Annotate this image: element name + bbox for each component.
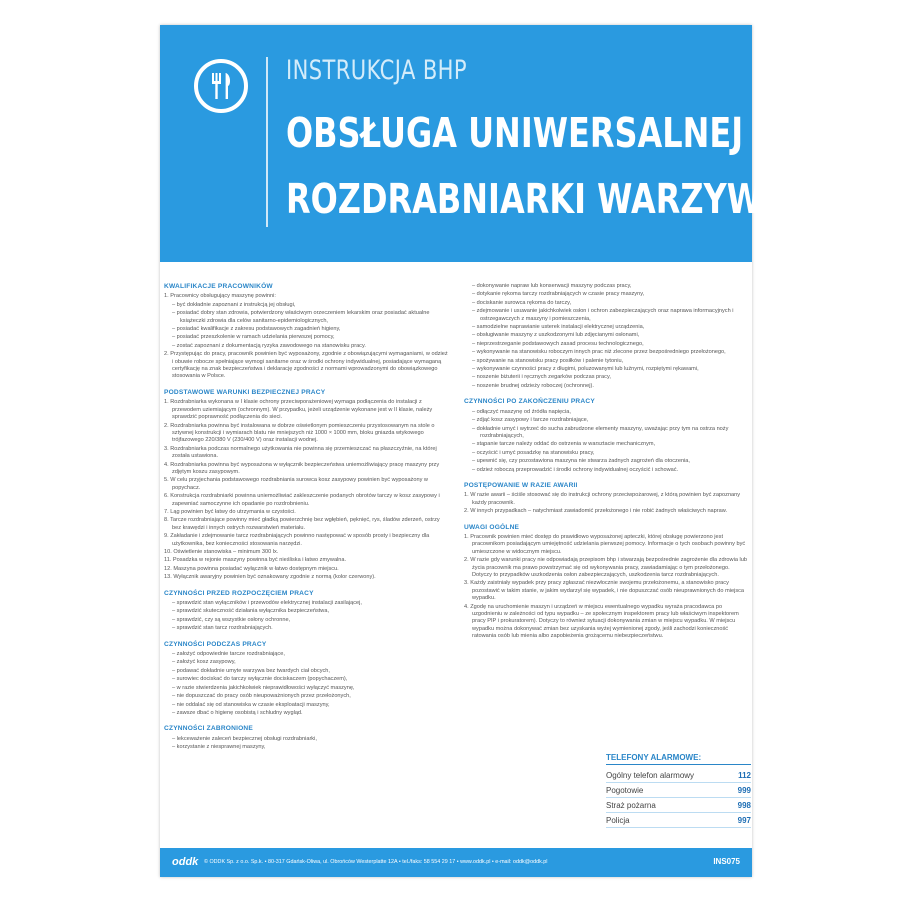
phone-row: [606, 813, 751, 828]
right-column: [464, 283, 749, 642]
bullet-item: – obsługiwanie maszyny z uszkodzonymi lub zdjęcianymi osłonami,: [472, 332, 640, 339]
section-heading: UWAGI OGÓLNE: [464, 523, 520, 531]
header-banner: [160, 25, 762, 262]
numbered-item: 10. Oświetlenie stanowiska – minimum 300 lx.: [164, 549, 279, 555]
bullet-item: – być dokładnie zapoznani z instrukcją jej obsługi,: [172, 301, 296, 308]
bullet-item: – zdjąć kosz zasypowy i tarcze rozdrabniające,: [472, 417, 589, 424]
numbered-item: 1. Rozdrabniarka wykonana w I klasie ochrony przeciwporażeniowej wymaga podłączenia do instalacji z przewodem uziemiającym (ochronnym). W przypadku, jeżeli urządzenie wykonane jest w II klasie, należy sprawdzić poprawność podłączenia do sieci.: [164, 399, 433, 421]
numbered-item: 12. Maszyna powinna posiadać wyłącznik w łatwo dostępnym miejscu.: [164, 565, 339, 572]
header-divider: [266, 57, 268, 227]
bullet-item: – zdejmowanie i usuwanie jakichkolwiek osłon i ochron zabezpieczających oraz naprawa informacyjnych i ostrzegawczych z maszyny i pomieszczenia,: [472, 308, 734, 322]
numbered-item: 3. Rozdrabniarka podczas normalnego użytkowania nie powinna się przemieszczać na płaszczyźnie, na której została ustawiona.: [164, 445, 437, 460]
numbered-item: 13. Wyłącznik awaryjny powinien być oznakowany zgodnie z normą (kolor czerwony).: [164, 574, 376, 581]
section-heading: CZYNNOŚCI ZABRONIONE: [164, 725, 253, 733]
numbered-item: 2. Przystępując do pracy, pracownik powinien być wyposażony, zgodnie z obowiązującymi wymaganiami, w odzież i obuwie robocze spełniające wymogi sanitarne oraz w środki ochrony indywidualnej, posiadające wymaganą certyfikację na znak bezpieczeństwa i deklarację zgodności z normami wprowadzonymi do obowiązkowego stosowania w Polsce.: [164, 351, 448, 380]
bullet-item: – posiadać przeszkolenie w ramach udzielania pierwszej pomocy,: [172, 334, 335, 341]
phone-number: 999: [737, 786, 751, 795]
bullet-item: – dokonywanie napraw lub konserwacji maszyny podczas pracy,: [472, 283, 632, 289]
numbered-item: 11. Posadzka w rejonie maszyny powinna być nieśliska i łatwo zmywalna.: [164, 557, 347, 564]
section-heading: CZYNNOŚCI PODCZAS PRACY: [164, 640, 267, 648]
phone-row: [606, 783, 751, 798]
section-heading: PODSTAWOWE WARUNKI BEZPIECZNEJ PRACY: [164, 388, 326, 396]
numbered-item: 1. Pracownik powinien mieć dostęp do prawidłowo wyposażonej apteczki, której obsługę powierzono jest pracownikom posiadającym umiejętność udzielania pierwszej pomocy. Informacje o tych osobach powinny być umieszczone w widocznym miejscu.: [464, 533, 746, 555]
bullet-item: – w razie stwierdzenia jakichkolwiek nieprawidłowości wyłączyć maszynę,: [172, 684, 355, 691]
bullet-item: – sprawdzić stan wyłączników i przewodów elektrycznej instalacji zasilającej,: [172, 600, 362, 607]
numbered-item: 9. Zakładanie i zdejmowanie tarcz rozdrabniających powinno następować w sposób prosty i bezpieczny dla użytkownika, bez konieczności stosowania narzędzi.: [164, 533, 430, 547]
bullet-item: – samodzielne naprawianie usterek instalacji elektrycznej urządzenia,: [472, 324, 645, 331]
numbered-item: 2. Rozdrabniarka powinna być instalowana w dobrze oświetlonym pomieszczeniu przystosowanym na stole o sztywnej konstrukcji i wymiarach blatu nie mniejszych niż 1000 × 1000 mm, bloku gniazda wtykowego trójfazowego 220/380 V (230/400 V) oraz instalacji wodnej.: [164, 422, 435, 444]
bullet-item: – nieprzestrzeganie podstawowych zasad procesu technologicznego,: [472, 340, 644, 347]
numbered-item: 2. W innych przypadkach – natychmiast zawiadomić przełożonego i nie robić żadnych właściwych napraw.: [464, 508, 728, 515]
bullet-item: – odłączyć maszynę od źródła napięcia,: [472, 408, 571, 415]
bullet-item: – zostać zapoznani z dokumentacją ryzyka zawodowego na stanowisku pracy.: [172, 342, 366, 349]
left-column: [164, 283, 449, 753]
numbered-item: 4. Zgodę na uruchomienie maszyn i urządzeń w miejscu ewentualnego wypadku wyraża pracodawca po uzgodnieniu w zależności od typu wypadku – ze społecznym inspektorem pracy lub właściwym inspektorem pracy PIP i prokuratorem). Dotyczy to również sytuacji dokonywania zmian w miejscu wypadku. W miejscu wypadku można dokonywać zmian bez uzyskania wyżej wymienionej zgody, jeśli zachodzi konieczność ratowania osób lub mienia albo zapobieżenia grożącemu niebezpieczeństwu.: [464, 603, 739, 640]
bullet-item: – podawać dokładnie umyte warzywa bez twardych ciał obcych,: [172, 667, 330, 674]
instruction-sheet: [160, 25, 762, 877]
numbered-item: 2. W razie gdy warunki pracy nie odpowiadają przepisom bhp i stwarzają bezpośrednie zagrożenie dla zdrowia lub życia pracownik ma prawo powstrzymać się od wykonywania pracy, zawiadamiając o tym przełożonego. Dotyczy to przypadków uszkodzenia osłon zabezpieczających, uszkodzenia tarcz rozdrabniających.: [464, 557, 747, 578]
section-heading: CZYNNOŚCI PO ZAKOŃCZENIU PRACY: [464, 398, 595, 406]
bullet-item: – wykonywanie czynności pracy z długimi, poluzowanymi lub luźnymi, rozpiętymi rękawami,: [472, 366, 699, 373]
title-line-1: OBSŁUGA UNIWERSALNEJ: [286, 109, 744, 157]
bullet-item: – wykonywanie na stanowisku roboczym innych prac niż zlecone przez bezpośredniego przełożonego,: [472, 349, 726, 356]
bullet-item: – upewnić się, czy pozostawiona maszyna nie stwarza żadnych zagrożeń dla otoczenia,: [472, 458, 690, 465]
bullet-item: – dotykanie rękoma tarczy rozdrabniających w czasie pracy maszyny,: [472, 291, 645, 298]
bullet-item: – posiadać dobry stan zdrowia, potwierdzony właściwym orzeczeniem lekarskim oraz posiadać aktualne książeczki zdrowia dla celów sanitarno-epidemiologicznych,: [172, 310, 430, 324]
bullet-item: – sprawdzić stan tarcz rozdrabniających.: [172, 625, 273, 632]
bullet-item: – noszenie biżuterii i ręcznych zegarków podczas pracy,: [472, 374, 611, 381]
numbered-item: 7. Ląg powinien być łatwy do utrzymania w czystości.: [164, 508, 296, 515]
bullet-item: – założyć odpowiednie tarcze rozdrabniające,: [172, 651, 285, 658]
bullet-item: – oczyścić i umyć posadzkę na stanowisku pracy,: [472, 449, 595, 456]
bullet-item: – założyć kosz zasypowy,: [172, 659, 236, 666]
bullet-item: – nie oddalać się od stanowiska w czasie eksploatacji maszyny,: [172, 701, 330, 708]
phone-label: Straż pożarna: [606, 801, 656, 810]
numbered-item: 3. Każdy zaistniały wypadek przy pracy zgłaszać niezwłocznie swojemu przełożonemu, a stanowisko pracy pozostawić w takim stanie, w jakim wydarzył się wypadek, i nie dopuszczać osób nieuprawnionych do miejsca wypadku.: [464, 580, 745, 602]
bullet-item: – nie dopuszczać do pracy osób nieupoważnionych przez przełożonych,: [172, 693, 351, 700]
section-heading: KWALIFIKACJE PRACOWNIKÓW: [164, 283, 273, 290]
bullet-item: – dokładnie umyć i wytrzeć do sucha zabrudzone elementy maszyny, uważając przy tym na ostrza noży rozdrabniających,: [472, 425, 729, 439]
phone-label: Policja: [606, 816, 630, 825]
bullet-item: – odzież roboczą przeprowadzić i środki ochrony indywidualnej oczyścić i schować.: [472, 466, 679, 473]
phone-number: 112: [738, 771, 751, 780]
bullet-item: – spożywanie na stanowisku pracy posiłków i palenie tytoniu,: [472, 357, 624, 364]
emergency-phones: [606, 753, 751, 828]
section-heading: POSTĘPOWANIE W RAZIE AWARII: [464, 481, 578, 489]
numbered-item: 6. Konstrukcja rozdrabniarki powinna uniemożliwiać zakleszczenie podanych obrotów tarczy w kosz zasypowy i zapewniać samoczynne ich opadanie po rozdrobnieniu.: [164, 493, 440, 507]
phone-number: 998: [737, 801, 751, 810]
phone-label: Pogotowie: [606, 786, 644, 795]
bullet-item: – stąpanie tarcze należy oddać do ostrzenia w warsztacie mechanicznym,: [472, 441, 656, 448]
phone-label: Ogólny telefon alarmowy: [606, 771, 695, 780]
phone-row: [606, 768, 751, 783]
bullet-item: – lekceważenie zaleceń bezpiecznej obsługi rozdrabniarki,: [172, 735, 317, 742]
phone-number: 997: [737, 816, 751, 825]
phone-row: [606, 798, 751, 813]
fork-knife-icon: [194, 59, 248, 113]
section-heading: CZYNNOŚCI PRZED ROZPOCZĘCIEM PRACY: [164, 589, 314, 597]
footer-contact: © ODDK Sp. z o.o. Sp.k. • 80-317 Gdańsk-Oliwa, ul. Obrońców Westerplatte 12A • tel./faks: 58 554 29 17 • www.oddk.pl • e-mail: oddk@oddk.pl: [204, 859, 548, 865]
phones-heading: TELEFONY ALARMOWE:: [606, 753, 751, 765]
footer-logo: oddk: [172, 856, 199, 868]
numbered-item: 4. Rozdrabniarka powinna być wyposażona w wyłącznik bezpieczeństwa uniemożliwiający pracę maszyny przy zdjętym koszu zasypowym.: [164, 461, 440, 475]
document-type: INSTRUKCJA BHP: [286, 55, 467, 86]
bullet-item: – surowiec dociskać do tarczy wyłącznie dociskaczem (popychaczem),: [172, 676, 348, 683]
numbered-item: 1. Pracownicy obsługujący maszynę powinni:: [164, 293, 276, 300]
numbered-item: 5. W celu przyjechania podstawowego rozdrabniania surowca kosz zasypowy powinien być wyposażony w popychacz.: [164, 477, 428, 491]
footer: [160, 848, 752, 877]
bullet-item: – sprawdzić skuteczność działania wyłącznika bezpieczeństwa,: [172, 608, 330, 615]
bullet-item: – sprawdzić, czy są wszystkie osłony ochronne,: [172, 616, 291, 623]
numbered-item: 8. Tarcze rozdrabniające powinny mieć gładką powierzchnię bez wgłębień, pęknięć, rys, śladów zderzeń, ostrzy bez krawędzi i innych ostrych rozwarstwień materiału.: [164, 517, 440, 531]
numbered-item: 1. W razie awarii – ściśle stosować się do instrukcji ochrony przeciwpożarowej, z którą powinien być zapoznany każdy pracownik.: [464, 492, 741, 506]
bullet-item: – zawsze dbać o higienę osobistą i schludny wygląd.: [172, 709, 303, 716]
bullet-item: – dociskanie surowca rękoma do tarczy,: [472, 299, 572, 306]
bullet-item: – noszenie brudnej odzieży roboczej (ochronnej).: [472, 382, 594, 389]
bullet-item: – korzystanie z niesprawnej maszyny,: [172, 744, 266, 751]
bullet-item: – posiadać kwalifikacje z zakresu podstawowych zagadnień higieny,: [172, 326, 341, 333]
title-line-2: ROZDRABNIARKI WARZYW: [286, 175, 762, 223]
document-code: INS075: [713, 857, 740, 866]
